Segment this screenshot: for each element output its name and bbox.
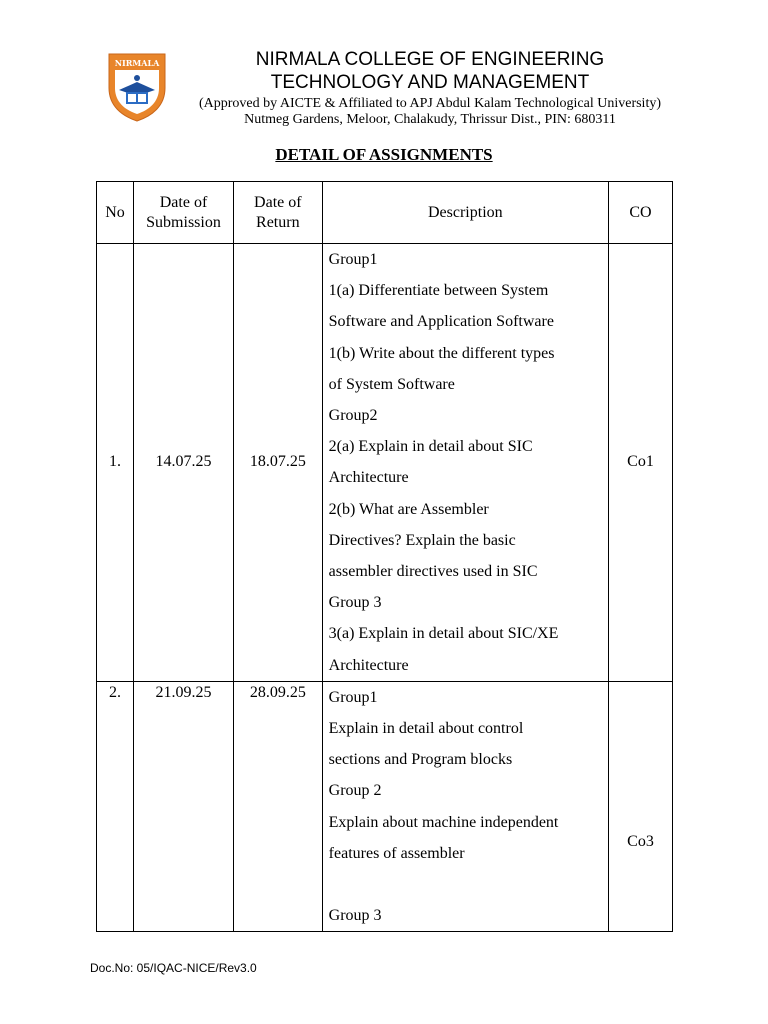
description-line: features of assembler <box>328 844 465 862</box>
description-line: Group 3 <box>328 594 382 612</box>
description-line: Explain in detail about control <box>328 720 524 738</box>
header-date-of-return: Date of Return <box>233 182 322 244</box>
assignments-table <box>96 181 673 932</box>
description-line: Directives? Explain the basic <box>328 531 516 549</box>
description-line: 3(a) Explain in detail about SIC/XE <box>328 625 559 643</box>
college-address: Nutmeg Gardens, Meloor, Chalakudy, Thrissur Dist., PIN: 680311 <box>244 112 616 127</box>
table-row <box>97 681 673 932</box>
college-name-line2: TECHNOLOGY AND MANAGEMENT <box>270 72 590 93</box>
logo-text: NIRMALA <box>114 58 160 68</box>
table-header-row <box>97 182 673 244</box>
cell-description <box>322 244 608 682</box>
description-line: Group 2 <box>328 782 382 800</box>
description-line: 2(a) Explain in detail about SIC <box>328 438 533 456</box>
cell-return-date: 28.09.25 <box>233 681 322 932</box>
description-line: 1(a) Differentiate between System <box>328 282 549 300</box>
description-line: assembler directives used in SIC <box>328 563 538 581</box>
description-line: sections and Program blocks <box>328 751 513 769</box>
description-line: Software and Application Software <box>328 313 554 331</box>
cell-description <box>322 681 608 932</box>
college-logo <box>106 52 168 122</box>
description-line: Group 3 <box>328 907 382 925</box>
description-line: Group2 <box>328 407 378 425</box>
page-title: DETAIL OF ASSIGNMENTS <box>275 145 493 164</box>
table-row <box>97 244 673 682</box>
description-line: Architecture <box>328 469 409 487</box>
cell-no: 1. <box>97 244 134 682</box>
cell-co: Co3 <box>608 681 672 932</box>
cell-no: 2. <box>97 681 134 932</box>
description-line: 1(b) Write about the different types <box>328 344 555 362</box>
description-line: Group1 <box>328 688 378 706</box>
cell-submission-date: 14.07.25 <box>134 244 234 682</box>
college-name-line1: NIRMALA COLLEGE OF ENGINEERING <box>255 49 605 70</box>
description-line: of System Software <box>328 375 455 393</box>
header-date-of-submission: Date of Submission <box>134 182 234 244</box>
description-line: Group1 <box>328 251 378 268</box>
description-line <box>329 869 602 900</box>
description-line: 2(b) What are Assembler <box>328 500 489 518</box>
header-description: Description <box>322 182 608 244</box>
header-co: CO <box>608 182 672 244</box>
document-number: Doc.No: 05/IQAC-NICE/Rev3.0 <box>90 961 257 975</box>
description-line: Explain about machine independent <box>328 813 559 831</box>
description-line: Architecture <box>328 656 409 674</box>
cell-submission-date: 21.09.25 <box>134 681 234 932</box>
header-no: No <box>97 182 134 244</box>
cell-co: Co1 <box>608 244 672 682</box>
cell-return-date: 18.07.25 <box>233 244 322 682</box>
approval-note: (Approved by AICTE & Affiliated to APJ Abdul Kalam Technological University) <box>199 96 661 111</box>
college-header <box>180 48 680 128</box>
